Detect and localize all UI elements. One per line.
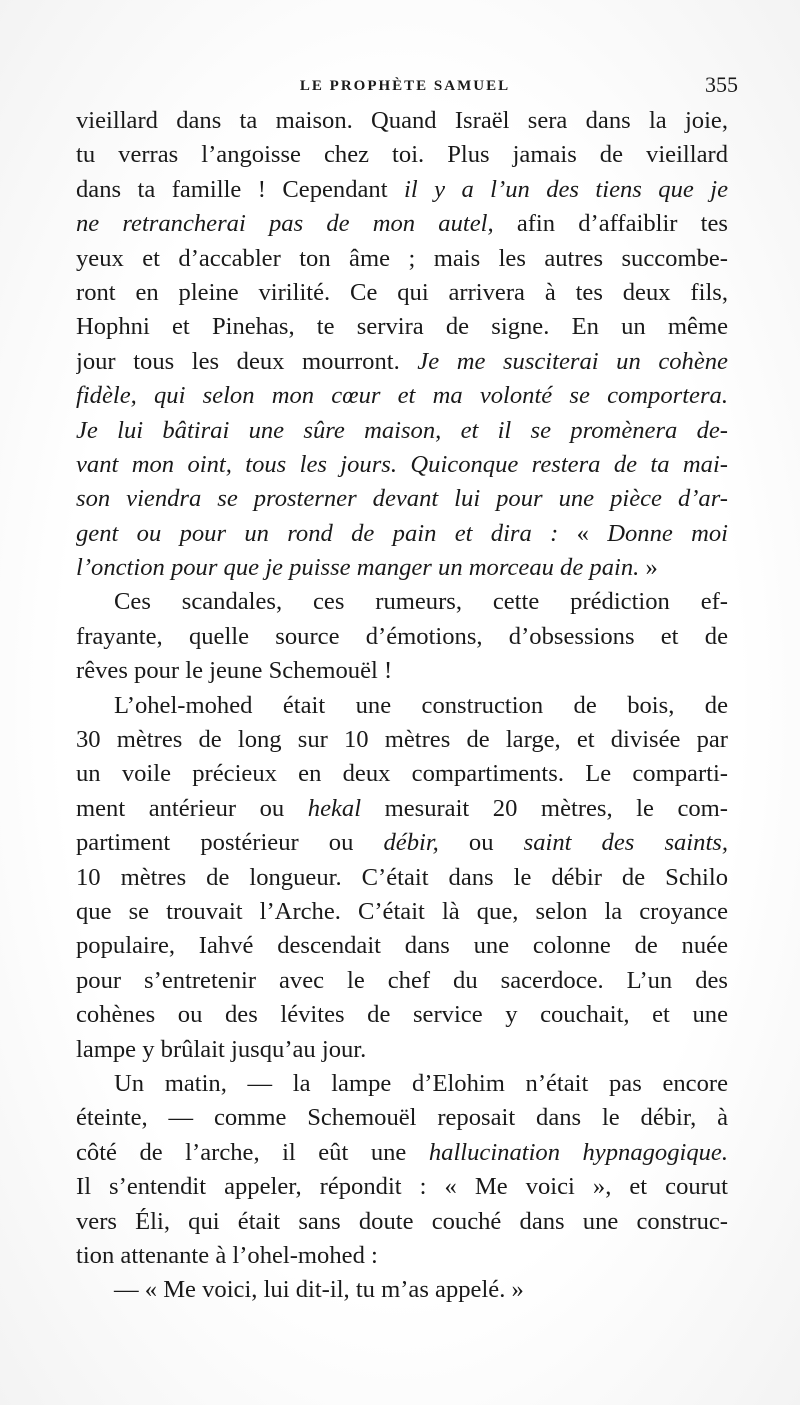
- italic-text: Donne moi: [607, 519, 728, 547]
- text-run: jour tous les deux mourront.: [76, 347, 418, 375]
- text-line: [76, 929, 728, 963]
- text-run: mesurait 20 mètres, le com-: [361, 794, 728, 822]
- italic-text: l’onction pour que je puisse manger un morceau de pain.: [76, 554, 640, 582]
- text-run: frayante, quelle source d’émotions, d’obsessions et de: [76, 622, 728, 650]
- text-line: [76, 482, 728, 516]
- text-line: [76, 792, 728, 826]
- text-line: [76, 654, 728, 688]
- text-run: vieillard dans ta maison. Quand Israël sera dans la joie,: [76, 107, 728, 134]
- italic-text: hekal: [307, 794, 362, 822]
- text-line: [76, 1239, 728, 1273]
- text-run: pour s’entretenir avec le chef du sacerdoce. L’un des: [76, 966, 728, 994]
- text-run: 10 mètres de longueur. C’était dans le débir de Schilo: [76, 863, 728, 891]
- text-line: [76, 1273, 728, 1307]
- text-run: Il s’entendit appeler, répondit : « Me voici », et courut: [76, 1173, 728, 1201]
- italic-text: vant mon oint, tous les jours. Quiconque restera de ta mai-: [76, 450, 728, 478]
- text-run: cohènes ou des lévites de service y couchait, et une: [76, 1001, 728, 1029]
- text-run: ment antérieur ou: [76, 794, 308, 822]
- italic-text: son viendra se prosterner devant lui pour une pièce d’ar-: [76, 485, 728, 513]
- italic-text: il y a l’un des tiens que je: [404, 175, 728, 203]
- text-run: tu verras l’angoisse chez toi. Plus jamais de vieillard: [76, 141, 728, 169]
- text-run: un voile précieux en deux compartiments. Le comparti-: [76, 760, 728, 788]
- text-line: [76, 1033, 728, 1067]
- text-line: [76, 998, 728, 1032]
- text-line: [76, 517, 728, 551]
- text-run: »: [639, 554, 658, 582]
- page-header: [70, 72, 740, 104]
- text-run: lampe y brûlait jusqu’au jour.: [76, 1035, 367, 1063]
- text-line: [76, 242, 728, 276]
- text-line: [76, 173, 728, 207]
- text-line: [76, 310, 728, 344]
- italic-text: hallucination hypnagogique.: [428, 1138, 728, 1166]
- text-run: rêves pour le jeune Schemouël !: [76, 657, 393, 685]
- text-run: ou: [438, 829, 524, 857]
- text-line: [76, 826, 728, 860]
- text-line: [76, 723, 728, 757]
- text-run: éteinte, — comme Schemouël reposait dans le débir, à: [76, 1104, 728, 1132]
- text-run: afin d’affaiblir tes: [493, 210, 728, 238]
- text-run: yeux et d’accabler ton âme ; mais les autres succombe-: [76, 244, 728, 272]
- text-line: [76, 861, 728, 895]
- italic-text: Je lui bâtirai une sûre maison, et il se promènera de-: [76, 416, 728, 444]
- text-line: [76, 138, 728, 172]
- text-line: [76, 585, 728, 619]
- text-line: [76, 448, 728, 482]
- text-line: [76, 276, 728, 310]
- text-line: [76, 1067, 728, 1101]
- text-run: Un matin, — la lampe d’Elohim n’était pas encore: [114, 1069, 728, 1097]
- text-run: Ces scandales, ces rumeurs, cette prédiction ef-: [114, 588, 728, 616]
- text-line: [76, 895, 728, 929]
- text-line: [76, 1101, 728, 1135]
- text-run: partiment postérieur ou: [76, 829, 384, 857]
- text-run: — « Me voici, lui dit-il, tu m’as appelé. »: [114, 1276, 524, 1304]
- text-run: L’ohel-mohed était une construction de bois, de: [114, 691, 728, 719]
- text-run: Hophni et Pinehas, te servira de signe. En un même: [76, 313, 728, 341]
- italic-text: débir,: [383, 829, 439, 857]
- text-run: côté de l’arche, il eût une: [76, 1138, 429, 1166]
- text-line: [76, 1136, 728, 1170]
- italic-text: gent ou pour un rond de pain et dira :: [76, 519, 559, 547]
- text-run: dans ta famille ! Cependant: [76, 175, 404, 203]
- italic-text: fidèle, qui selon mon cœur et ma volonté se comportera.: [76, 382, 728, 410]
- italic-text: saint des saints,: [523, 829, 728, 857]
- text-line: [76, 379, 728, 413]
- text-line: [76, 1170, 728, 1204]
- text-line: [76, 551, 728, 585]
- text-line: [76, 620, 728, 654]
- text-line: [76, 207, 728, 241]
- text-line: [76, 757, 728, 791]
- body-text: [76, 104, 728, 1308]
- running-title: LE PROPHÈTE SAMUEL: [299, 78, 511, 94]
- italic-text: Je me susciterai un cohène: [417, 347, 728, 375]
- text-line: [76, 1205, 728, 1239]
- text-line: [76, 104, 728, 138]
- text-run: que se trouvait l’Arche. C’était là que, selon la croyance: [76, 897, 728, 925]
- text-line: [76, 964, 728, 998]
- text-run: populaire, Iahvé descendait dans une colonne de nuée: [76, 932, 728, 960]
- italic-text: ne retrancherai pas de mon autel,: [76, 210, 494, 238]
- page-number: 355: [705, 72, 738, 97]
- text-line: [76, 414, 728, 448]
- text-run: 30 mètres de long sur 10 mètres de large, et divisée par: [76, 726, 728, 754]
- text-line: [76, 345, 728, 379]
- text-run: vers Éli, qui était sans doute couché dans une construc-: [76, 1207, 728, 1235]
- text-run: ront en pleine virilité. Ce qui arrivera à tes deux fils,: [76, 278, 728, 306]
- text-run: tion attenante à l’ohel-mohed :: [76, 1241, 378, 1269]
- text-run: «: [558, 519, 608, 547]
- text-line: [76, 689, 728, 723]
